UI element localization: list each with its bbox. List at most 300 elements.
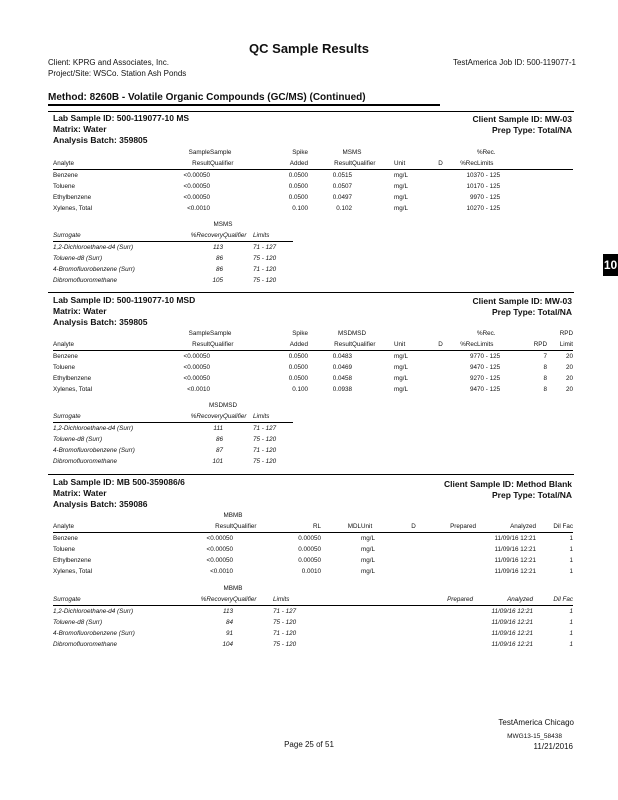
project-site: Project/Site: WSCo. Station Ash Ponds (48, 69, 187, 78)
cell (233, 606, 273, 618)
document-id: MWG13-15_58438 (507, 733, 562, 740)
col-head-top: MSD (352, 330, 366, 337)
page-title: QC Sample Results (249, 41, 369, 56)
table-row (53, 242, 293, 254)
cell (521, 203, 547, 214)
cell: <0.00050 (183, 353, 210, 360)
cell: mg/L (394, 172, 408, 179)
col-head-top: Sample (210, 330, 232, 337)
table-row (53, 566, 573, 577)
cell: 1 (569, 608, 573, 615)
col-head: D (432, 158, 449, 170)
col-head: Limits (253, 230, 293, 242)
cell: <0.00050 (183, 375, 210, 382)
cell: <0.00050 (206, 557, 233, 564)
matrix: Matrix: Water (53, 124, 107, 134)
cell: 20 (565, 386, 573, 393)
cell (432, 203, 449, 214)
cell: 1 (569, 619, 573, 626)
cell: 1 (569, 568, 573, 575)
cell: 0.0500 (288, 194, 308, 201)
col-head-top: RPD (559, 330, 573, 337)
cell: 102 (466, 205, 477, 212)
col-head: Qualifier (223, 411, 253, 423)
cell (210, 203, 254, 214)
col-head-top: %Rec. (477, 330, 496, 337)
cell: 75 - 120 (273, 619, 297, 626)
cell: 20 (565, 353, 573, 360)
matrix: Matrix: Water (53, 306, 107, 316)
cell (223, 275, 253, 286)
col-head: Limits (273, 594, 333, 606)
table-row (53, 373, 573, 384)
cell (233, 555, 273, 566)
cell: 71 - 120 (253, 266, 277, 273)
cell: 8 (543, 375, 547, 382)
msd-surrogate-table (53, 400, 293, 467)
cell (352, 373, 394, 384)
section-divider (48, 474, 574, 475)
col-head: MDL (321, 521, 361, 533)
cell (223, 264, 253, 275)
col-head: Analyzed (476, 521, 536, 533)
col-head-top: Sample (188, 149, 210, 156)
prep-type: Prep Type: Total/NA (492, 125, 572, 135)
cell (547, 203, 573, 214)
col-head: Qualifier (352, 158, 394, 170)
col-head: Dil Fac (533, 594, 573, 606)
col-head: Analyte (53, 521, 153, 533)
col-head: Limits (253, 411, 293, 423)
cell (401, 555, 426, 566)
cell (223, 434, 253, 445)
cell: 70 - 125 (477, 183, 501, 190)
cell: 71 - 120 (253, 447, 277, 454)
cell (321, 566, 361, 577)
col-head-top: Sample (210, 149, 232, 156)
col-head-top: MS (342, 149, 352, 156)
col-head: Prepared (333, 594, 473, 606)
cell (223, 423, 253, 435)
cell: mg/L (394, 353, 408, 360)
cell: Xylenes, Total (53, 205, 93, 212)
table-row (53, 628, 573, 639)
col-head-top: Sample (188, 330, 210, 337)
cell: 87 (215, 447, 223, 454)
cell: 94 (469, 364, 477, 371)
cell: mg/L (361, 557, 375, 564)
cell: 70 - 125 (477, 194, 501, 201)
table-row (53, 617, 573, 628)
col-head-top: MB (233, 585, 243, 592)
col-head: Analyzed (473, 594, 533, 606)
col-head: Dil Fac (536, 521, 573, 533)
cell: 8 (543, 386, 547, 393)
cell (352, 170, 394, 182)
cell: 20 (565, 364, 573, 371)
col-head: Prepared (426, 521, 476, 533)
cell: 70 - 125 (477, 172, 501, 179)
table-row (53, 181, 573, 192)
cell (432, 181, 449, 192)
table-row (53, 362, 573, 373)
cell: mg/L (394, 194, 408, 201)
mb-surrogate-table (53, 583, 573, 650)
cell: 0.00050 (298, 546, 321, 553)
cell: Ethylbenzene (53, 557, 92, 564)
cell: 75 - 120 (273, 641, 297, 648)
cell (333, 617, 473, 628)
cell: mg/L (394, 364, 408, 371)
job-id: TestAmerica Job ID: 500-119077-1 (452, 58, 576, 67)
col-head-top: MS (213, 221, 223, 228)
col-head: D (432, 339, 449, 351)
cell: <0.0010 (210, 568, 233, 575)
table-row (53, 423, 293, 435)
cell: 4-Bromofluorobenzene (Surr) (53, 447, 135, 454)
cell: 101 (212, 458, 223, 465)
cell: 0.0500 (288, 183, 308, 190)
table-row (53, 434, 293, 445)
cell (432, 351, 449, 363)
cell: Ethylbenzene (53, 194, 92, 201)
cell: 7 (543, 353, 547, 360)
cell: 86 (215, 436, 223, 443)
cell: Toluene-d8 (Surr) (53, 255, 103, 262)
col-head: Unit (394, 158, 432, 170)
cell: 70 - 125 (477, 386, 501, 393)
cell (401, 566, 426, 577)
cell: Toluene (53, 183, 76, 190)
cell: 0.0515 (332, 172, 352, 179)
cell: 104 (222, 641, 233, 648)
col-head: Qualifier (233, 594, 273, 606)
cell: Xylenes, Total (53, 568, 93, 575)
table-row (53, 384, 573, 395)
cell: 0.102 (336, 205, 352, 212)
cell (426, 555, 476, 566)
cell: Ethylbenzene (53, 375, 92, 382)
col-head: Result (153, 521, 233, 533)
cell: 4-Bromofluorobenzene (Surr) (53, 266, 135, 273)
cell (233, 566, 273, 577)
prep-type: Prep Type: Total/NA (492, 490, 572, 500)
cell: mg/L (394, 375, 408, 382)
cell (223, 445, 253, 456)
cell (547, 170, 573, 182)
cell: mg/L (361, 568, 375, 575)
col-head: Result (148, 158, 210, 170)
cell: 92 (469, 375, 477, 382)
table-row (53, 275, 293, 286)
cell: 0.100 (292, 386, 308, 393)
col-head-top: %Rec. (477, 149, 496, 156)
cell (223, 253, 253, 264)
cell (210, 373, 254, 384)
cell (233, 628, 273, 639)
col-head: Surrogate (53, 230, 171, 242)
cell: 0.0500 (288, 364, 308, 371)
client-sample-id: Client Sample ID: MW-03 (472, 114, 572, 124)
table-row (53, 456, 293, 467)
table-row (53, 203, 573, 214)
cell: 75 - 120 (253, 458, 277, 465)
analysis-batch: Analysis Batch: 359805 (53, 317, 148, 327)
method-heading: Method: 8260B - Volatile Organic Compounds (GC/MS) (Continued) (48, 92, 366, 103)
lab-sample-id: Lab Sample ID: MB 500-359086/6 (53, 477, 185, 487)
cell (352, 362, 394, 373)
col-head-top: Spike (292, 330, 308, 337)
cell: 4-Bromofluorobenzene (Surr) (53, 630, 135, 637)
col-head: Limits (477, 339, 521, 351)
cell: 94 (469, 386, 477, 393)
cell: 113 (212, 244, 223, 251)
cell: 75 - 120 (253, 255, 277, 262)
cell (426, 544, 476, 555)
cell: 11/09/16 12:21 (491, 630, 533, 637)
col-head: Qualifier (352, 339, 394, 351)
col-head: Limit (547, 339, 573, 351)
cell: 0.0458 (332, 375, 352, 382)
col-head-top: MSD (338, 330, 352, 337)
cell: mg/L (394, 386, 408, 393)
cell (521, 192, 547, 203)
method-underline (48, 104, 440, 106)
cell (352, 384, 394, 395)
cell (233, 639, 273, 650)
cell (352, 203, 394, 214)
cell: 0.0010 (301, 568, 321, 575)
col-head: Qualifier (233, 521, 273, 533)
col-head: D (401, 521, 426, 533)
cell: 0.0497 (332, 194, 352, 201)
cell (333, 639, 473, 650)
cell (321, 555, 361, 566)
cell: 0.00050 (298, 557, 321, 564)
cell: 71 - 127 (273, 608, 297, 615)
cell (432, 373, 449, 384)
col-head: Qualifier (210, 158, 254, 170)
cell: mg/L (394, 183, 408, 190)
cell: 11/09/16 12:21 (494, 546, 536, 553)
cell: 11/09/16 12:21 (491, 608, 533, 615)
col-head: Limits (477, 158, 521, 170)
client-sample-id: Client Sample ID: Method Blank (444, 479, 572, 489)
cell: 0.0507 (332, 183, 352, 190)
table-row (53, 264, 293, 275)
cell (547, 192, 573, 203)
table-row (53, 445, 293, 456)
cell: 91 (225, 630, 233, 637)
cell: Dibromofluoromethane (53, 641, 118, 648)
cell: 97 (469, 353, 477, 360)
cell: 86 (215, 255, 223, 262)
cell: 0.0500 (288, 172, 308, 179)
cell (426, 566, 476, 577)
cell: 1 (569, 557, 573, 564)
lab-sample-id: Lab Sample ID: 500-119077-10 MSD (53, 295, 196, 305)
col-head: RPD (521, 339, 547, 351)
cell (352, 181, 394, 192)
table-row (53, 533, 573, 545)
lab-name: TestAmerica Chicago (498, 718, 574, 727)
cell: 20 (565, 375, 573, 382)
table-row (53, 555, 573, 566)
col-head-top: Spike (292, 149, 308, 156)
table-row (53, 253, 293, 264)
col-head: Surrogate (53, 411, 171, 423)
msd-results-table (53, 328, 573, 395)
col-head: Result (148, 339, 210, 351)
cell (333, 628, 473, 639)
col-head-top: MB (223, 585, 233, 592)
col-head: %Rec (449, 339, 477, 351)
cell: 1 (569, 630, 573, 637)
section-tab: 10 (603, 254, 618, 276)
table-row (53, 606, 573, 618)
cell: 75 - 120 (253, 436, 277, 443)
col-head: RL (273, 521, 321, 533)
cell: 71 - 127 (253, 244, 277, 251)
col-head: Unit (361, 521, 401, 533)
cell: 11/09/16 12:21 (494, 568, 536, 575)
cell: Xylenes, Total (53, 386, 93, 393)
col-head: Analyte (53, 339, 148, 351)
cell: 1 (569, 641, 573, 648)
cell: 70 - 125 (477, 364, 501, 371)
cell: 0.0938 (332, 386, 352, 393)
cell (432, 384, 449, 395)
cell: Benzene (53, 535, 78, 542)
cell (426, 533, 476, 545)
cell: Toluene (53, 546, 76, 553)
cell: <0.0010 (187, 386, 210, 393)
cell: <0.00050 (206, 535, 233, 542)
client-sample-id: Client Sample ID: MW-03 (472, 296, 572, 306)
cell: Toluene (53, 364, 76, 371)
cell: 103 (466, 172, 477, 179)
section-divider (48, 111, 574, 112)
cell: mg/L (394, 205, 408, 212)
lab-sample-id: Lab Sample ID: 500-119077-10 MS (53, 113, 190, 123)
col-head-top: MSD (223, 402, 237, 409)
analysis-batch: Analysis Batch: 359086 (53, 499, 148, 509)
cell: 1,2-Dichloroethane-d4 (Surr) (53, 244, 134, 251)
cell: 11/09/16 12:21 (491, 641, 533, 648)
cell (432, 362, 449, 373)
cell (401, 533, 426, 545)
col-head: Qualifier (223, 230, 253, 242)
cell: Dibromofluoromethane (53, 277, 118, 284)
col-head: Added (254, 339, 308, 351)
cell: 70 - 125 (477, 353, 501, 360)
cell: 84 (225, 619, 233, 626)
table-row (53, 170, 573, 182)
cell: 101 (466, 183, 477, 190)
analysis-batch: Analysis Batch: 359805 (53, 135, 148, 145)
cell: 105 (212, 277, 223, 284)
col-head: %Rec (449, 158, 477, 170)
col-head: %Recovery (171, 230, 223, 242)
cell (352, 351, 394, 363)
cell (210, 192, 254, 203)
cell: 0.0483 (332, 353, 352, 360)
table-row (53, 639, 573, 650)
report-date: 11/21/2016 (533, 742, 573, 751)
cell: 11/09/16 12:21 (494, 535, 536, 542)
col-head-top: MSD (209, 402, 223, 409)
section-divider (48, 292, 574, 293)
cell: 11/09/16 12:21 (491, 619, 533, 626)
cell (233, 533, 273, 545)
cell: 11/09/16 12:21 (494, 557, 536, 564)
prep-type: Prep Type: Total/NA (492, 307, 572, 317)
cell: 1 (569, 535, 573, 542)
col-head: Qualifier (210, 339, 254, 351)
cell (210, 362, 254, 373)
page-number: Page 25 of 51 (284, 740, 334, 749)
cell (210, 351, 254, 363)
cell: 71 - 127 (253, 425, 277, 432)
cell (210, 384, 254, 395)
cell: 0.0500 (288, 375, 308, 382)
cell: 0.100 (292, 205, 308, 212)
cell (547, 181, 573, 192)
col-head: Surrogate (53, 594, 173, 606)
cell (223, 456, 253, 467)
client-name: Client: KPRG and Associates, Inc. (48, 58, 169, 67)
col-head-top: MS (352, 149, 362, 156)
cell: <0.00050 (183, 194, 210, 201)
col-head: Unit (394, 339, 432, 351)
cell (210, 170, 254, 182)
cell: Toluene-d8 (Surr) (53, 619, 103, 626)
cell: 113 (222, 608, 233, 615)
cell (401, 544, 426, 555)
cell (521, 181, 547, 192)
col-head: Added (254, 158, 308, 170)
cell: 99 (469, 194, 477, 201)
cell (233, 617, 273, 628)
col-head: %Recovery (171, 411, 223, 423)
cell: 71 - 120 (273, 630, 297, 637)
cell: Dibromofluoromethane (53, 458, 118, 465)
col-head: Result (308, 158, 352, 170)
col-head: %Recovery (173, 594, 233, 606)
cell (233, 544, 273, 555)
cell: 0.00050 (298, 535, 321, 542)
cell: 1,2-Dichloroethane-d4 (Surr) (53, 608, 134, 615)
col-head: Result (308, 339, 352, 351)
cell: 0.0469 (332, 364, 352, 371)
cell (210, 181, 254, 192)
cell (333, 606, 473, 618)
cell: <0.00050 (183, 364, 210, 371)
cell: 86 (215, 266, 223, 273)
ms-results-table (53, 147, 573, 214)
table-row (53, 544, 573, 555)
cell (521, 170, 547, 182)
cell: mg/L (361, 546, 375, 553)
cell: <0.00050 (183, 172, 210, 179)
cell: <0.00050 (183, 183, 210, 190)
col-head-top: MB (233, 512, 243, 519)
cell: mg/L (361, 535, 375, 542)
cell (432, 192, 449, 203)
cell: 111 (213, 425, 223, 432)
cell: 8 (543, 364, 547, 371)
cell: 75 - 120 (253, 277, 277, 284)
